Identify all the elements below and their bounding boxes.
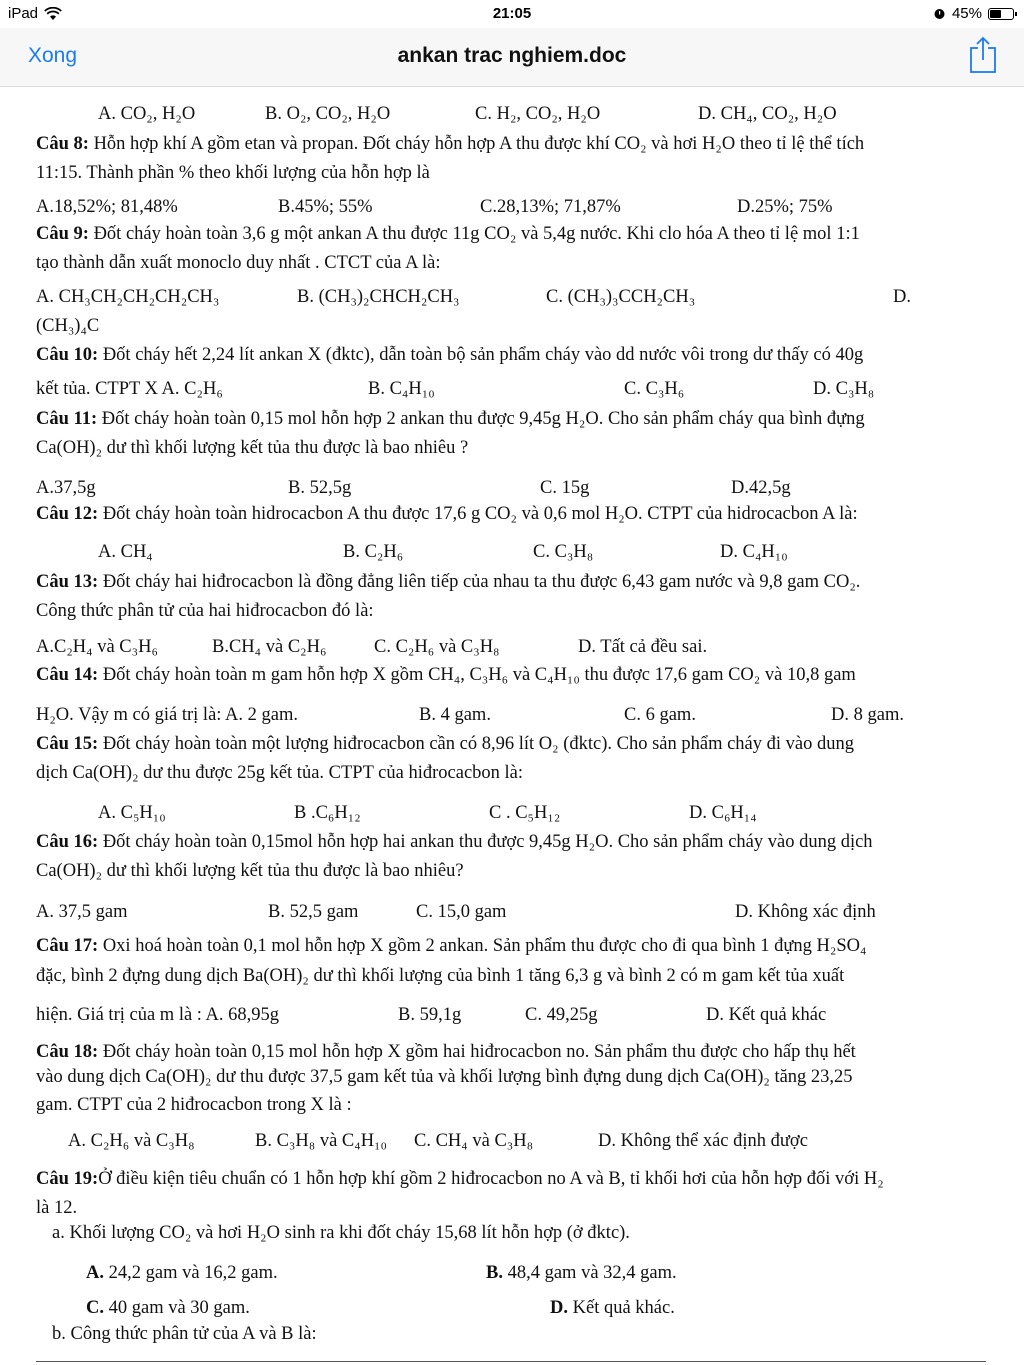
question-14: Câu 14: Đốt cháy hoàn toàn m gam hỗn hợp X gồm CH₄, C₃H₆ và C₄H₁₀ thu được 17,6 gam CO₂ và 10,8 gam [36, 665, 856, 685]
answer-option: D. 8 gam. [831, 705, 904, 725]
status-time: 21:05 [492, 5, 532, 22]
done-button[interactable]: Xong [28, 44, 78, 67]
answer-option: B. C₂H₆ [343, 542, 404, 562]
battery-icon [988, 8, 1014, 20]
question-19b: b. Công thức phân tử của A và B là: [52, 1324, 317, 1344]
answer-option: A. 37,5 gam [36, 902, 128, 922]
answer-option: D. CH₄, CO₂, H₂O [698, 104, 837, 124]
answer-option: B .C₆H₁₂ [294, 803, 361, 823]
answer-option: kết tủa. CTPT X A. C₂H₆ [36, 379, 223, 399]
answer-option: D. C₄H₁₀ [720, 542, 788, 562]
answer-option: C. C₂H₆ và C₃H₈ [374, 637, 500, 657]
question-18: Câu 18: Đốt cháy hoàn toàn 0,15 mol hỗn hợp X gồm hai hiđrocacbon no. Sản phẩm thu được cho hấp thụ hết [36, 1042, 856, 1062]
question-8-line2: 11:15. Thành phần % theo khối lượng của hỗn hợp là [36, 163, 430, 183]
answer-option: C. C₃H₆ [624, 379, 685, 399]
question-18-line3: gam. CTPT của 2 hiđrocacbon trong X là : [36, 1095, 352, 1115]
question-13: Câu 13: Đốt cháy hai hiđrocacbon là đồng đẳng liên tiếp của nhau ta thu được 6,43 gam nước và 9,8 gam CO₂. [36, 572, 861, 592]
question-10: Câu 10: Đốt cháy hết 2,24 lít ankan X (đktc), dẫn toàn bộ sản phẩm cháy vào dd nước vôi trong dư thấy có 40g [36, 345, 864, 365]
answer-option: A. C₂H₆ và C₃H₈ [68, 1131, 195, 1151]
question-19: Câu 19:Ở điều kiện tiêu chuẩn có 1 hỗn hợp khí gồm 2 hiđrocacbon no A và B, tỉ khối hơi của hỗn hợp đối với H₂ [36, 1169, 884, 1189]
answer-option: D. Kết quả khác [706, 1005, 827, 1025]
answer-option: C. 49,25g [525, 1005, 598, 1025]
share-icon[interactable] [968, 36, 998, 74]
question-17-line2: đặc, bình 2 đựng dung dịch Ba(OH)₂ dư thì khối lượng của bình 1 tăng 6,3 g và bình 2 có m gam kết tủa xuất [36, 966, 845, 986]
question-15: Câu 15: Đốt cháy hoàn toàn một lượng hiđrocacbon cần có 8,96 lít O₂ (đktc). Cho sản phẩm cháy đi vào dung [36, 734, 854, 754]
question-16: Câu 16: Đốt cháy hoàn toàn 0,15mol hỗn hợp hai ankan thu được 9,45g H₂O. Cho sản phẩm cháy vào dung dịch [36, 832, 873, 852]
answer-option: D. C₆H₁₄ [689, 803, 757, 823]
question-11-line2: Ca(OH)₂ dư thì khối lượng kết tủa thu được là bao nhiêu ? [36, 438, 469, 458]
document-content[interactable] [0, 86, 1024, 1365]
answer-option: A. CH₄ [98, 542, 153, 562]
question-16-line2: Ca(OH)₂ dư thì khối lượng kết tủa thu được là bao nhiêu? [36, 861, 464, 881]
answer-19-c: C. 40 gam và 30 gam. [86, 1298, 250, 1318]
answer-option: C.28,13%; 71,87% [480, 197, 621, 217]
answer-option: D.25%; 75% [737, 197, 833, 217]
answer-option: B. 52,5g [288, 478, 352, 498]
answer-option: D. Tất cả đều sai. [578, 637, 708, 657]
battery-percent: 45% [951, 5, 982, 22]
page-bottom-rule [36, 1361, 986, 1362]
answer-option: D. Không xác định [735, 902, 876, 922]
question-8: Câu 8: Hỗn hợp khí A gồm etan và propan. Đốt cháy hỗn hợp A thu được khí CO₂ và hơi H₂O theo tỉ lệ thể tích [36, 134, 865, 154]
answer-option: B. C₃H₈ và C₄H₁₀ [255, 1131, 387, 1151]
answer-option: C. 15g [540, 478, 590, 498]
answer-option: B. 4 gam. [419, 705, 491, 725]
document-title: ankan trac nghiem.doc [397, 44, 627, 67]
question-19-line2: là 12. [36, 1198, 78, 1218]
answer-option: B. 59,1g [398, 1005, 462, 1025]
answer-9-d-cont: (CH₃)₄C [36, 316, 100, 336]
answer-19-d: D. Kết quả khác. [550, 1298, 675, 1318]
answer-option: D. [893, 287, 911, 307]
answer-option: D. C₃H₈ [813, 379, 875, 399]
question-19a: a. Khối lượng CO₂ và hơi H₂O sinh ra khi đốt cháy 15,68 lít hỗn hợp (ở đktc). [52, 1223, 630, 1243]
question-9: Câu 9: Đốt cháy hoàn toàn 3,6 g một ankan A thu được 11g CO₂ và 5,4g nước. Khi clo hóa A theo tỉ lệ mol 1:1 [36, 224, 860, 244]
answer-19-a: A. 24,2 gam và 16,2 gam. [86, 1263, 278, 1283]
answer-option: C. CH₄ và C₃H₈ [414, 1131, 534, 1151]
answer-option: C. C₃H₈ [533, 542, 594, 562]
question-9-line2: tạo thành dẫn xuất monoclo duy nhất . CTCT của A là: [36, 253, 441, 273]
question-11: Câu 11: Đốt cháy hoàn toàn 0,15 mol hỗn hợp 2 ankan thu được 9,45g H₂O. Cho sản phẩm cháy qua bình đựng [36, 409, 865, 429]
question-15-line2: dịch Ca(OH)₂ dư thu được 25g kết tủa. CTPT của hiđrocacbon là: [36, 763, 524, 783]
question-13-line2: Công thức phân tử của hai hiđrocacbon đó là: [36, 601, 374, 621]
answer-option: C. H₂, CO₂, H₂O [475, 104, 601, 124]
answer-option: B. O₂, CO₂, H₂O [265, 104, 391, 124]
answer-option: D. Không thể xác định được [598, 1131, 808, 1151]
status-right [933, 5, 1014, 22]
answer-option: A.37,5g [36, 478, 96, 498]
status-bar [0, 0, 1024, 28]
question-12: Câu 12: Đốt cháy hoàn toàn hidrocacbon A thu được 17,6 g CO₂ và 0,6 mol H₂O. CTPT của hidrocacbon A là: [36, 504, 858, 524]
answer-option: B. (CH₃)₂CHCH₂CH₃ [297, 287, 460, 307]
answer-option: C. (CH₃)₃CCH₂CH₃ [546, 287, 696, 307]
answer-option: A.C₂H₄ và C₃H₆ [36, 637, 158, 657]
answer-option: A.18,52%; 81,48% [36, 197, 178, 217]
answer-option: H₂O. Vậy m có giá trị là: A. 2 gam. [36, 705, 298, 725]
answer-option: hiện. Giá trị của m là : A. 68,95g [36, 1005, 280, 1025]
answer-option: D.42,5g [731, 478, 791, 498]
answer-option: B.CH₄ và C₂H₆ [212, 637, 327, 657]
answer-option: A. C₅H₁₀ [98, 803, 166, 823]
answer-option: A. CO₂, H₂O [98, 104, 196, 124]
answer-option: B. 52,5 gam [268, 902, 359, 922]
answer-19-b: B. 48,4 gam và 32,4 gam. [486, 1263, 677, 1283]
answer-option: C. 15,0 gam [416, 902, 507, 922]
answer-option: B. C₄H₁₀ [368, 379, 435, 399]
answer-option: A. CH₃CH₂CH₂CH₂CH₃ [36, 287, 220, 307]
answer-option: C. 6 gam. [624, 705, 696, 725]
answer-option: C . C₅H₁₂ [489, 803, 561, 823]
answer-option: B.45%; 55% [278, 197, 373, 217]
device-label: iPad [8, 5, 39, 22]
alarm-clock-icon [933, 7, 946, 20]
navigation-bar [0, 28, 1024, 87]
question-18-line2: vào dung dịch Ca(OH)₂ dư thu được 37,5 gam kết tủa và khối lượng bình đựng dung dịch Ca(OH)₂ tăng 23,25 [36, 1067, 853, 1087]
question-17: Câu 17: Oxi hoá hoàn toàn 0,1 mol hỗn hợp X gồm 2 ankan. Sản phẩm thu được cho đi qua bình 1 đựng H₂SO₄ [36, 936, 867, 956]
